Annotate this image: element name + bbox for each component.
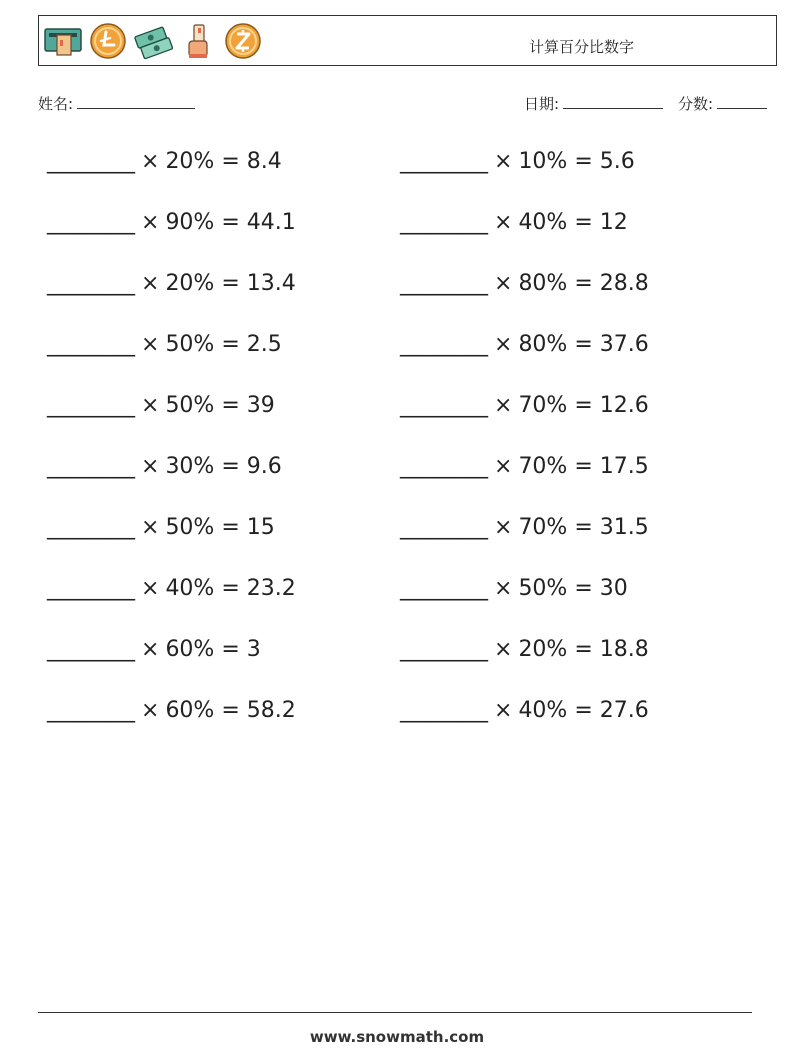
answer-blank[interactable]: ________ — [400, 454, 488, 479]
percent-value: 80% — [518, 332, 568, 357]
times-sign: × — [141, 271, 160, 296]
equals-sign: = — [214, 698, 247, 723]
times-sign: × — [141, 515, 160, 540]
percent-value: 80% — [518, 271, 568, 296]
times-sign: × — [494, 637, 513, 662]
answer-blank[interactable]: ________ — [47, 393, 135, 418]
answer-blank[interactable]: ________ — [47, 515, 135, 540]
result-value: 37.6 — [599, 332, 649, 357]
result-value: 12 — [599, 210, 628, 235]
footer-url[interactable]: www.snowmath.com — [309, 1028, 485, 1046]
equals-sign: = — [214, 332, 247, 357]
atm-card-icon — [43, 21, 83, 61]
result-value: 9.6 — [246, 454, 282, 479]
result-value: 18.8 — [599, 637, 649, 662]
problem-right-8 — [400, 574, 628, 604]
problem-right-2 — [400, 208, 628, 238]
times-sign: × — [141, 576, 160, 601]
equals-sign: = — [567, 454, 600, 479]
percent-value: 30% — [165, 454, 215, 479]
worksheet-title: 计算百分比数字 — [529, 38, 635, 56]
times-sign: × — [494, 332, 513, 357]
problem-left-1 — [47, 147, 282, 177]
result-value: 12.6 — [599, 393, 649, 418]
date-field — [524, 93, 663, 114]
equals-sign: = — [214, 393, 247, 418]
answer-blank[interactable]: ________ — [400, 576, 488, 601]
result-value: 39 — [246, 393, 275, 418]
result-value: 8.4 — [246, 149, 282, 174]
problem-left-6 — [47, 452, 282, 482]
equals-sign: = — [214, 454, 247, 479]
answer-blank[interactable]: ________ — [400, 698, 488, 723]
name-label: 姓名: — [38, 95, 74, 113]
equals-sign: = — [214, 210, 247, 235]
answer-blank[interactable]: ________ — [400, 332, 488, 357]
percent-value: 20% — [518, 637, 568, 662]
problem-left-2 — [47, 208, 296, 238]
times-sign: × — [141, 210, 160, 235]
problem-right-1 — [400, 147, 635, 177]
percent-value: 60% — [165, 637, 215, 662]
answer-blank[interactable]: ________ — [400, 210, 488, 235]
answer-blank[interactable]: ________ — [400, 393, 488, 418]
answer-blank[interactable]: ________ — [47, 454, 135, 479]
equals-sign: = — [567, 393, 600, 418]
answer-blank[interactable]: ________ — [47, 698, 135, 723]
times-sign: × — [494, 149, 513, 174]
percent-value: 40% — [518, 210, 568, 235]
percent-value: 20% — [165, 149, 215, 174]
result-value: 5.6 — [599, 149, 635, 174]
result-value: 17.5 — [599, 454, 649, 479]
times-sign: × — [494, 210, 513, 235]
times-sign: × — [141, 393, 160, 418]
times-sign: × — [494, 576, 513, 601]
percent-value: 20% — [165, 271, 215, 296]
problem-right-6 — [400, 452, 649, 482]
percent-value: 50% — [518, 576, 568, 601]
percent-value: 70% — [518, 515, 568, 540]
times-sign: × — [494, 271, 513, 296]
answer-blank[interactable]: ________ — [47, 271, 135, 296]
times-sign: × — [141, 698, 160, 723]
problem-right-10 — [400, 696, 649, 726]
answer-blank[interactable]: ________ — [47, 149, 135, 174]
name-line[interactable] — [77, 94, 195, 109]
problem-left-7 — [47, 513, 275, 543]
worksheet-header — [38, 15, 777, 66]
times-sign: × — [494, 515, 513, 540]
litecoin-icon — [88, 21, 128, 61]
equals-sign: = — [567, 210, 600, 235]
answer-blank[interactable]: ________ — [400, 271, 488, 296]
result-value: 31.5 — [599, 515, 649, 540]
problem-right-3 — [400, 269, 649, 299]
equals-sign: = — [567, 576, 600, 601]
result-value: 27.6 — [599, 698, 649, 723]
result-value: 3 — [246, 637, 261, 662]
answer-blank[interactable]: ________ — [400, 149, 488, 174]
answer-blank[interactable]: ________ — [47, 637, 135, 662]
equals-sign: = — [567, 149, 600, 174]
date-label: 日期: — [524, 95, 560, 113]
problem-left-9 — [47, 635, 261, 665]
footer-rule — [38, 1012, 752, 1013]
problem-left-10 — [47, 696, 296, 726]
percent-value: 50% — [165, 515, 215, 540]
percent-value: 40% — [518, 698, 568, 723]
percent-value: 60% — [165, 698, 215, 723]
result-value: 2.5 — [246, 332, 282, 357]
answer-blank[interactable]: ________ — [47, 332, 135, 357]
problem-left-8 — [47, 574, 296, 604]
hand-card-icon — [178, 21, 218, 61]
equals-sign: = — [214, 637, 247, 662]
times-sign: × — [141, 454, 160, 479]
result-value: 13.4 — [246, 271, 296, 296]
equals-sign: = — [214, 271, 247, 296]
score-label: 分数: — [678, 95, 714, 113]
score-line[interactable] — [717, 94, 767, 109]
percent-value: 70% — [518, 393, 568, 418]
header-icons — [43, 21, 263, 63]
problem-right-7 — [400, 513, 649, 543]
problem-left-5 — [47, 391, 275, 421]
equals-sign: = — [214, 515, 247, 540]
percent-value: 10% — [518, 149, 568, 174]
name-field — [38, 93, 195, 114]
cash-bills-icon — [133, 21, 173, 61]
percent-value: 50% — [165, 332, 215, 357]
equals-sign: = — [567, 698, 600, 723]
equals-sign: = — [567, 332, 600, 357]
problem-right-5 — [400, 391, 649, 421]
result-value: 28.8 — [599, 271, 649, 296]
times-sign: × — [141, 149, 160, 174]
zcash-coin-icon — [223, 21, 263, 61]
answer-blank[interactable]: ________ — [400, 515, 488, 540]
answer-blank[interactable]: ________ — [400, 637, 488, 662]
times-sign: × — [141, 637, 160, 662]
times-sign: × — [494, 454, 513, 479]
problem-left-4 — [47, 330, 282, 360]
equals-sign: = — [567, 637, 600, 662]
percent-value: 70% — [518, 454, 568, 479]
percent-value: 40% — [165, 576, 215, 601]
percent-value: 50% — [165, 393, 215, 418]
date-line[interactable] — [563, 94, 663, 109]
result-value: 30 — [599, 576, 628, 601]
result-value: 15 — [246, 515, 275, 540]
answer-blank[interactable]: ________ — [47, 210, 135, 235]
result-value: 58.2 — [246, 698, 296, 723]
equals-sign: = — [567, 271, 600, 296]
times-sign: × — [494, 393, 513, 418]
percent-value: 90% — [165, 210, 215, 235]
problem-left-3 — [47, 269, 296, 299]
times-sign: × — [141, 332, 160, 357]
equals-sign: = — [214, 576, 247, 601]
result-value: 44.1 — [246, 210, 296, 235]
problem-right-4 — [400, 330, 649, 360]
equals-sign: = — [214, 149, 247, 174]
score-field — [678, 93, 767, 114]
answer-blank[interactable]: ________ — [47, 576, 135, 601]
equals-sign: = — [567, 515, 600, 540]
times-sign: × — [494, 698, 513, 723]
problem-right-9 — [400, 635, 649, 665]
result-value: 23.2 — [246, 576, 296, 601]
